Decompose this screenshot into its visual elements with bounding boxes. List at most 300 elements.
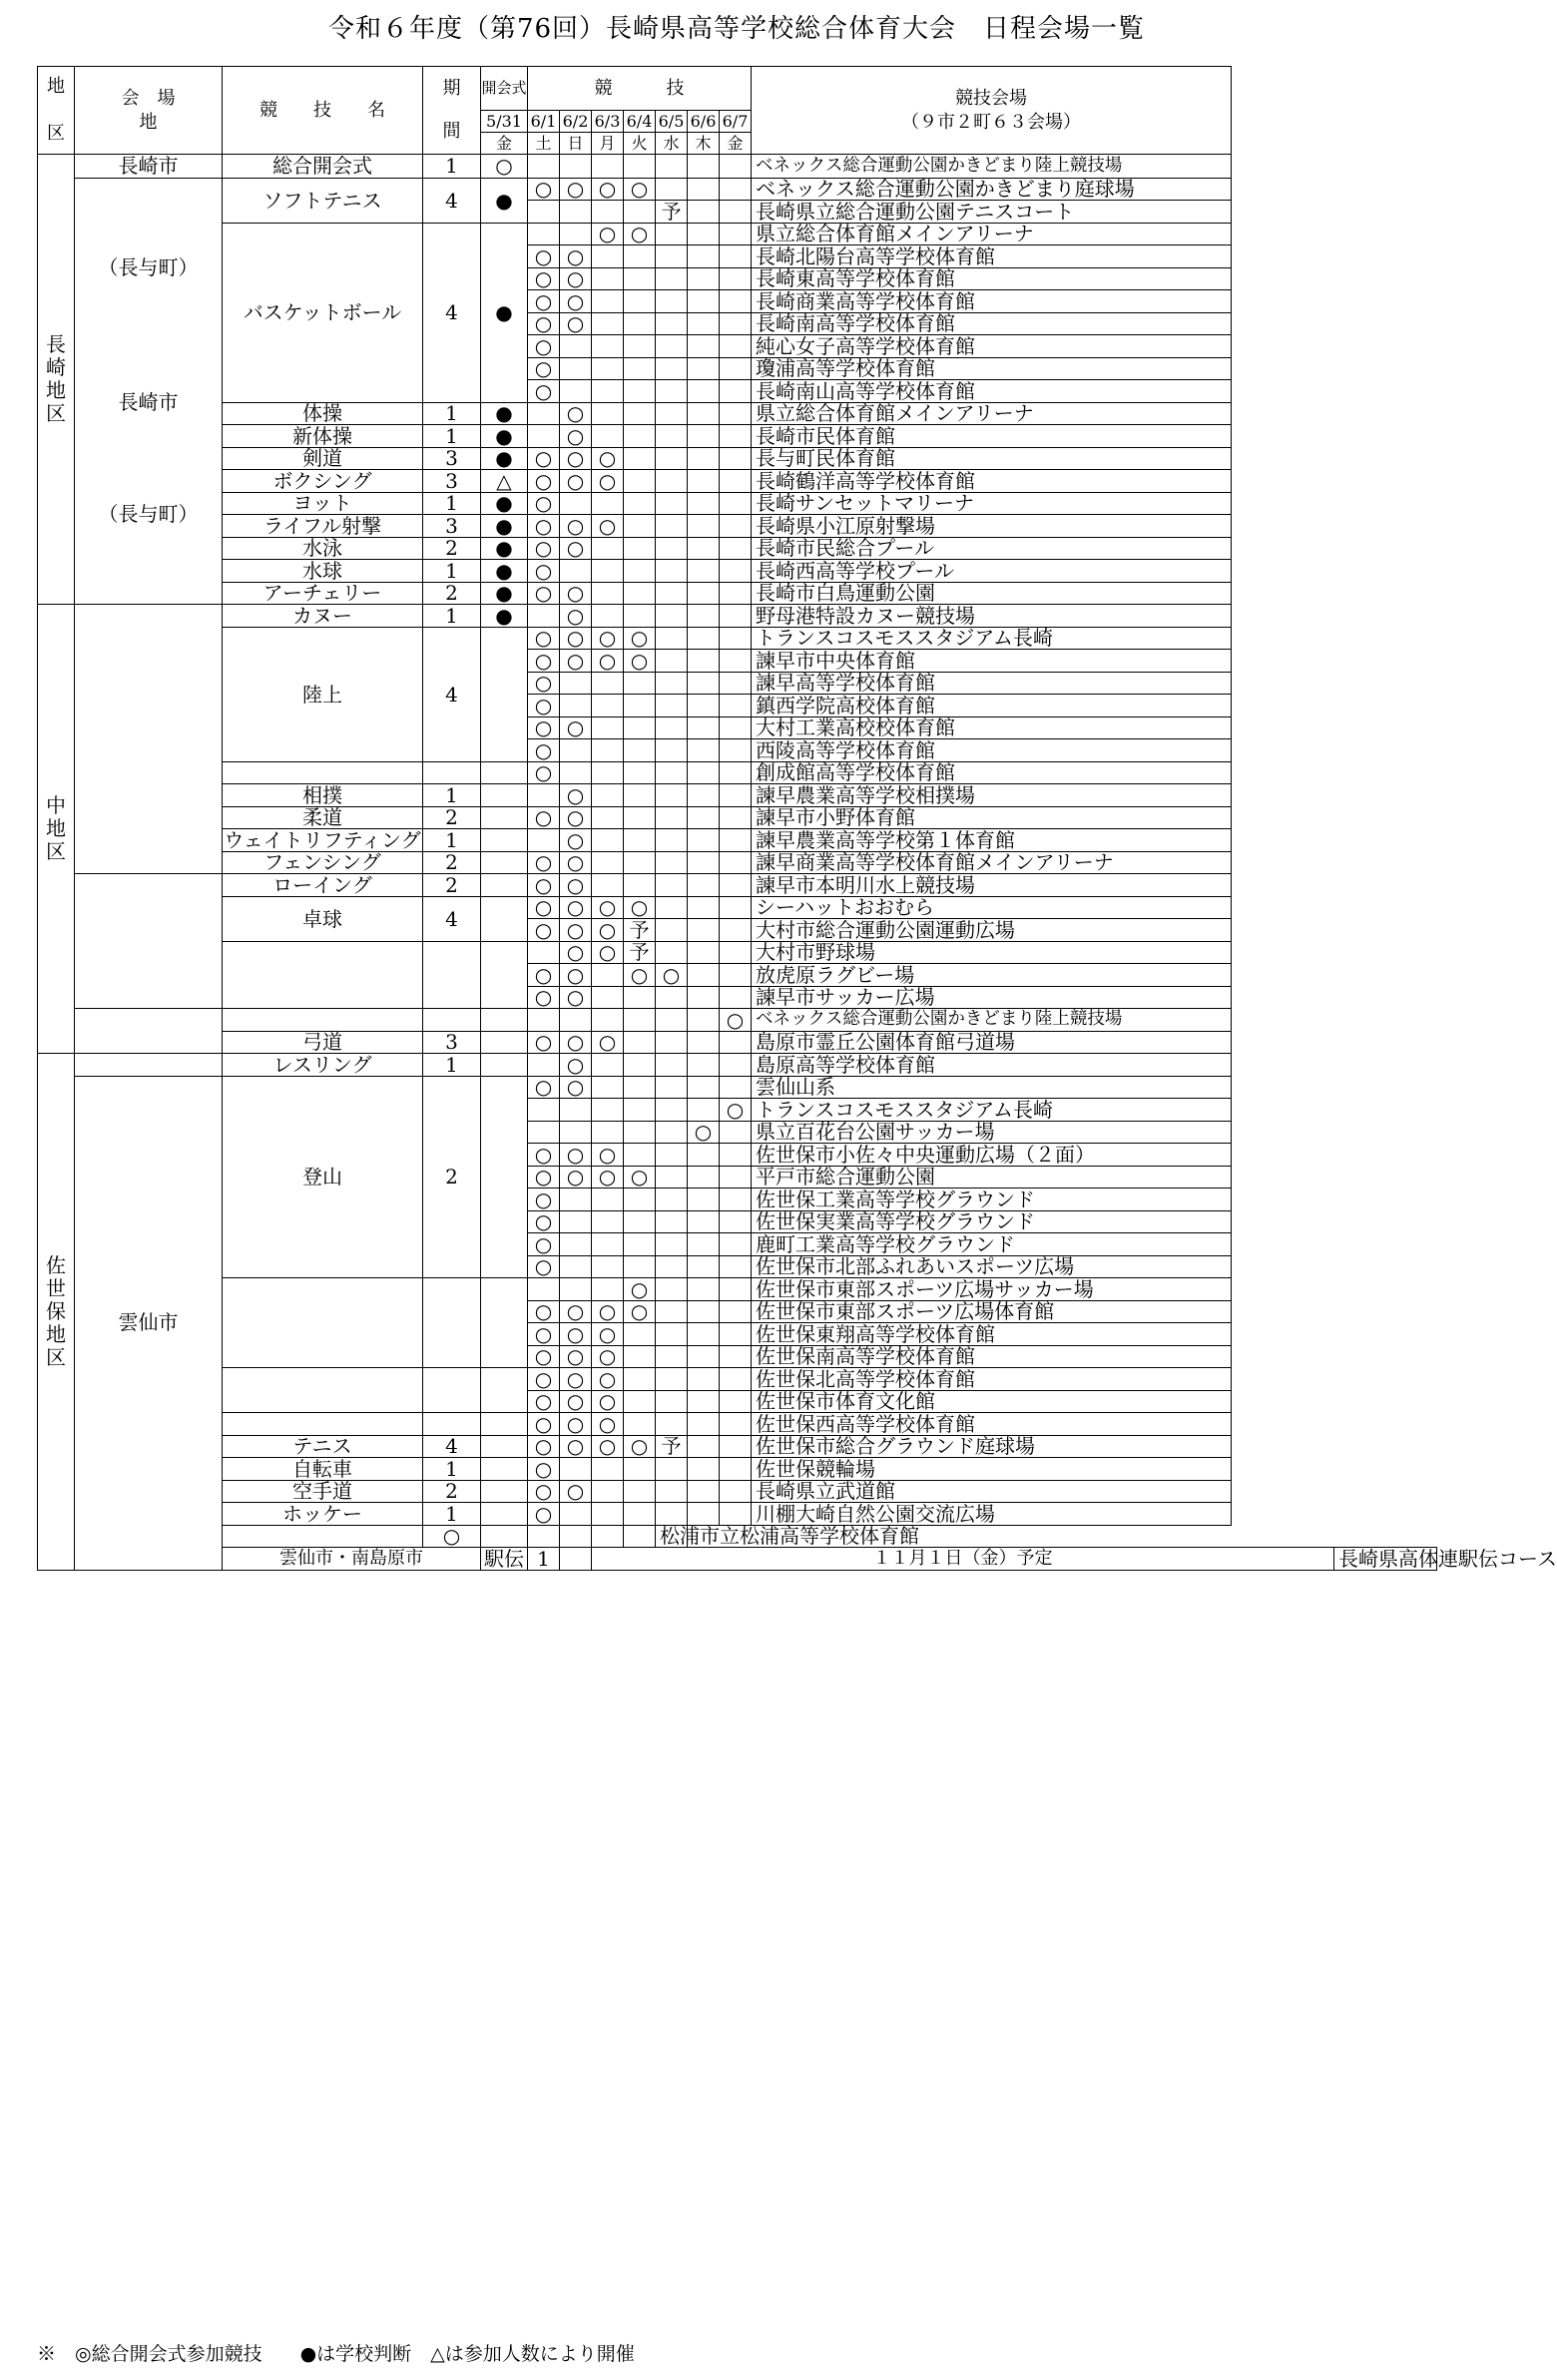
period-cell: 2 (423, 537, 481, 560)
schedule-mark: ○ (560, 650, 592, 673)
site-cell (75, 1054, 223, 1077)
schedule-mark: ○ (560, 1390, 592, 1413)
venue-name: 県立総合体育館メインアリーナ (752, 223, 1232, 245)
schedule-mark (592, 1458, 624, 1481)
schedule-mark (481, 1278, 528, 1368)
venue-name: 諫早高等学校体育館 (752, 672, 1232, 695)
schedule-mark (720, 761, 752, 784)
event-name: 新体操 (223, 425, 423, 448)
schedule-mark: ○ (592, 1413, 624, 1436)
period-cell: 2 (423, 582, 481, 605)
schedule-mark (592, 245, 624, 268)
event-name: 登山 (223, 1076, 423, 1278)
schedule-mark (560, 1255, 592, 1278)
schedule-mark: ○ (592, 1166, 624, 1189)
schedule-mark: ○ (528, 1368, 560, 1391)
schedule-mark (656, 1054, 688, 1077)
schedule-mark (688, 155, 720, 179)
schedule-mark (688, 560, 720, 583)
schedule-mark (688, 1054, 720, 1077)
schedule-mark (720, 716, 752, 739)
schedule-mark (560, 223, 592, 245)
site-cell (75, 1009, 223, 1054)
schedule-mark (560, 739, 592, 762)
schedule-mark (624, 1031, 656, 1054)
schedule-mark (656, 739, 688, 762)
schedule-mark (688, 1323, 720, 1346)
schedule-mark (720, 492, 752, 515)
schedule-mark (528, 1099, 560, 1122)
schedule-mark (720, 245, 752, 268)
schedule-mark (592, 672, 624, 695)
schedule-mark (656, 1009, 688, 1032)
schedule-mark (688, 761, 720, 784)
table-row (38, 537, 1437, 560)
schedule-mark: ○ (528, 919, 560, 942)
schedule-mark (560, 761, 592, 784)
schedule-mark: ○ (592, 896, 624, 919)
schedule-mark: ○ (528, 1189, 560, 1211)
venue-name: 佐世保工業高等学校グラウンド (752, 1189, 1232, 1211)
event-name (223, 1278, 423, 1368)
schedule-mark: ○ (560, 1413, 592, 1436)
schedule-mark: ○ (528, 267, 560, 290)
table-row (38, 1480, 1437, 1503)
schedule-mark: ○ (624, 1166, 656, 1189)
schedule-mark (560, 672, 592, 695)
schedule-mark (688, 1390, 720, 1413)
schedule-mark (624, 560, 656, 583)
schedule-mark (688, 447, 720, 470)
schedule-mark (560, 492, 592, 515)
table-row (38, 1054, 1437, 1077)
event-name: 自転車 (223, 1458, 423, 1481)
table-row (38, 1076, 1437, 1099)
schedule-mark (720, 941, 752, 964)
period-cell: 1 (423, 1503, 481, 1526)
schedule-mark: ○ (592, 627, 624, 650)
schedule-mark (656, 178, 688, 201)
schedule-mark: ○ (528, 806, 560, 829)
schedule-mark (624, 1368, 656, 1391)
schedule-mark (624, 761, 656, 784)
schedule-mark: ● (481, 605, 528, 628)
schedule-mark (720, 582, 752, 605)
venue-name: 長崎県立総合運動公園テニスコート (752, 201, 1232, 224)
period-cell: 2 (423, 1076, 481, 1278)
venue-name: 諫早市サッカー広場 (752, 986, 1232, 1009)
schedule-mark (720, 1166, 752, 1189)
page-title: 令和６年度（第76回）長崎県高等学校総合体育大会 日程会場一覧 (327, 14, 1146, 44)
schedule-mark (624, 245, 656, 268)
schedule-mark (688, 1009, 720, 1032)
table-row (38, 605, 1437, 628)
venue-name: 佐世保市東部スポーツ広場体育館 (752, 1300, 1232, 1323)
schedule-mark (656, 335, 688, 358)
schedule-mark (656, 537, 688, 560)
schedule-mark: ○ (528, 582, 560, 605)
schedule-mark (656, 560, 688, 583)
schedule-mark: ○ (560, 1345, 592, 1368)
schedule-mark: ○ (560, 1300, 592, 1323)
header-day: 月 (592, 133, 624, 155)
schedule-mark (656, 357, 688, 380)
site-cell: 長崎市 (75, 155, 223, 179)
schedule-mark: ○ (592, 1368, 624, 1391)
schedule-mark (624, 1255, 656, 1278)
schedule-mark (656, 447, 688, 470)
schedule-mark: ○ (528, 380, 560, 403)
event-name: 駅伝 (481, 1548, 528, 1571)
schedule-mark: ○ (528, 672, 560, 695)
venue-name: 純心女子高等学校体育館 (752, 335, 1232, 358)
venue-name: 佐世保市北部ふれあいスポーツ広場 (752, 1255, 1232, 1278)
schedule-mark (688, 1300, 720, 1323)
period-cell: 1 (423, 560, 481, 583)
area-label: 佐 世 保 地 区 (38, 1054, 75, 1571)
schedule-mark (720, 874, 752, 897)
schedule-mark (560, 1278, 592, 1301)
schedule-mark (528, 941, 560, 964)
venue-name: 長崎西高等学校プール (752, 560, 1232, 583)
schedule-mark: ● (481, 223, 528, 402)
schedule-mark (720, 402, 752, 425)
table-row (38, 1368, 1437, 1391)
period-cell: 4 (423, 223, 481, 402)
schedule-mark (624, 380, 656, 403)
schedule-mark (656, 1458, 688, 1481)
schedule-mark (688, 964, 720, 987)
schedule-mark (688, 357, 720, 380)
schedule-mark: 予 (656, 1435, 688, 1458)
schedule-mark: ○ (560, 896, 592, 919)
schedule-mark (656, 605, 688, 628)
event-name: 総合開会式 (223, 155, 423, 179)
schedule-mark: ○ (592, 941, 624, 964)
schedule-mark: ○ (528, 1144, 560, 1167)
site-cell: 雲仙市・南島原市 (223, 1548, 481, 1571)
schedule-mark (560, 1189, 592, 1211)
table-row (38, 1009, 1437, 1032)
venue-name: 放虎原ラグビー場 (752, 964, 1232, 987)
schedule-mark (688, 1503, 720, 1526)
schedule-mark (688, 1368, 720, 1391)
schedule-mark (656, 515, 688, 538)
schedule-mark (720, 155, 752, 179)
schedule-mark (720, 784, 752, 807)
schedule-mark: ○ (528, 1480, 560, 1503)
schedule-mark (688, 178, 720, 201)
schedule-mark (592, 1480, 624, 1503)
schedule-mark (624, 829, 656, 852)
venue-name: 長崎鶴洋高等学校体育館 (752, 470, 1232, 493)
schedule-mark (688, 896, 720, 919)
venue-name: 佐世保市総合グラウンド庭球場 (752, 1435, 1232, 1458)
header-day: 金 (481, 133, 528, 155)
schedule-mark (656, 1255, 688, 1278)
schedule-mark (656, 492, 688, 515)
venue-name: 松浦市立松浦高等学校体育館 (656, 1525, 688, 1548)
schedule-mark: ○ (592, 447, 624, 470)
venue-name: 鹿町工業高等学校グラウンド (752, 1233, 1232, 1256)
table-row (38, 851, 1437, 874)
schedule-mark (720, 1390, 752, 1413)
table-row (38, 806, 1437, 829)
schedule-mark (656, 851, 688, 874)
header-date: 6/3 (592, 111, 624, 133)
venue-name: 長与町民体育館 (752, 447, 1232, 470)
schedule-mark (656, 1076, 688, 1099)
schedule-mark (720, 1345, 752, 1368)
event-name: 空手道 (223, 1480, 423, 1503)
schedule-mark (624, 1009, 656, 1032)
schedule-mark (592, 1054, 624, 1077)
schedule-mark: ● (481, 537, 528, 560)
schedule-mark (720, 650, 752, 673)
header-date: 6/1 (528, 111, 560, 133)
venue-name: 大村工業高校校体育館 (752, 716, 1232, 739)
venue-name: 長崎県小江原射撃場 (752, 515, 1232, 538)
period-cell: 3 (423, 470, 481, 493)
header-day: 土 (528, 133, 560, 155)
schedule-mark: ○ (560, 537, 592, 560)
venue-name: 諫早市中央体育館 (752, 650, 1232, 673)
schedule-mark: ○ (624, 964, 656, 987)
venue-name: 長崎南高等学校体育館 (752, 312, 1232, 335)
schedule-mark (720, 964, 752, 987)
event-name (223, 1413, 423, 1436)
schedule-mark (688, 716, 720, 739)
schedule-mark: ○ (592, 178, 624, 201)
schedule-mark (688, 695, 720, 717)
schedule-mark (624, 1144, 656, 1167)
schedule-mark (560, 1525, 592, 1548)
schedule-mark: ○ (560, 919, 592, 942)
schedule-mark (656, 290, 688, 313)
schedule-mark (592, 851, 624, 874)
schedule-mark (688, 1189, 720, 1211)
schedule-mark (656, 1278, 688, 1301)
schedule-mark (624, 201, 656, 224)
schedule-mark (624, 716, 656, 739)
schedule-mark (528, 201, 560, 224)
venue-name: 佐世保北高等学校体育館 (752, 1368, 1232, 1391)
schedule-mark (560, 1458, 592, 1481)
table-row (38, 1031, 1437, 1054)
period-cell: 4 (423, 178, 481, 223)
schedule-mark (528, 223, 560, 245)
schedule-mark: ○ (592, 223, 624, 245)
schedule-mark (720, 1278, 752, 1301)
period-cell: 1 (423, 1458, 481, 1481)
schedule-mark: ○ (528, 245, 560, 268)
schedule-mark (656, 627, 688, 650)
schedule-mark (688, 1210, 720, 1233)
schedule-mark (656, 1210, 688, 1233)
schedule-mark: 予 (624, 941, 656, 964)
schedule-mark (720, 919, 752, 942)
schedule-mark: ○ (528, 1458, 560, 1481)
header-opening: 開会式 (481, 67, 528, 111)
schedule-mark (720, 470, 752, 493)
schedule-mark (688, 1435, 720, 1458)
schedule-mark (720, 1255, 752, 1278)
venue-name: 長崎県立武道館 (752, 1480, 1232, 1503)
schedule-mark: ○ (528, 560, 560, 583)
schedule-mark (688, 223, 720, 245)
table-row (38, 425, 1437, 448)
venue-name: 長崎市民総合プール (752, 537, 1232, 560)
schedule-mark (688, 1076, 720, 1099)
schedule-mark: ○ (560, 1144, 592, 1167)
schedule-mark (656, 784, 688, 807)
schedule-mark: ○ (560, 716, 592, 739)
schedule-mark (592, 605, 624, 628)
schedule-mark (624, 1345, 656, 1368)
schedule-mark (656, 402, 688, 425)
schedule-mark: ○ (560, 1435, 592, 1458)
venue-name: 佐世保市東部スポーツ広場サッカー場 (752, 1278, 1232, 1301)
schedule-mark: ○ (528, 896, 560, 919)
schedule-mark (560, 380, 592, 403)
site-cell (75, 874, 223, 1009)
event-name: 水球 (223, 560, 423, 583)
schedule-mark (481, 941, 528, 1009)
venue-name: 平戸市総合運動公園 (752, 1166, 1232, 1189)
schedule-mark: ○ (624, 1435, 656, 1458)
schedule-mark: ○ (528, 1300, 560, 1323)
schedule-mark (592, 716, 624, 739)
schedule-mark: ● (481, 425, 528, 448)
schedule-mark (688, 537, 720, 560)
schedule-mark (528, 402, 560, 425)
schedule-mark (688, 672, 720, 695)
schedule-mark (720, 178, 752, 201)
schedule-mark (624, 605, 656, 628)
schedule-mark: ○ (592, 650, 624, 673)
table-row (38, 582, 1437, 605)
schedule-mark (720, 1144, 752, 1167)
schedule-mark (624, 447, 656, 470)
schedule-mark (720, 1054, 752, 1077)
period-cell: 3 (423, 1031, 481, 1054)
schedule-mark (560, 1121, 592, 1144)
schedule-mark (624, 582, 656, 605)
schedule-mark (481, 784, 528, 807)
schedule-mark (688, 829, 720, 852)
schedule-mark: ● (481, 560, 528, 583)
schedule-mark: ○ (528, 178, 560, 201)
schedule-mark (592, 537, 624, 560)
schedule-mark (656, 1390, 688, 1413)
schedule-mark (688, 1458, 720, 1481)
table-row (38, 784, 1437, 807)
venue-name: 佐世保南高等学校体育館 (752, 1345, 1232, 1368)
schedule-mark (624, 672, 656, 695)
schedule-mark (688, 515, 720, 538)
schedule-mark: ○ (592, 1031, 624, 1054)
table-row (38, 874, 1437, 897)
schedule-mark (656, 1144, 688, 1167)
event-name: 柔道 (223, 806, 423, 829)
schedule-mark: ○ (528, 1390, 560, 1413)
schedule-mark (688, 1413, 720, 1436)
event-name: ウェイトリフティング (224, 827, 421, 852)
schedule-mark (656, 1031, 688, 1054)
period-cell: 2 (423, 851, 481, 874)
schedule-mark: ○ (528, 986, 560, 1009)
schedule-mark (592, 806, 624, 829)
schedule-mark (624, 335, 656, 358)
schedule-mark: △ (481, 470, 528, 493)
schedule-mark: ○ (560, 1031, 592, 1054)
event-name: ボクシング (223, 470, 423, 493)
schedule-mark: ○ (624, 896, 656, 919)
schedule-mark: ○ (560, 1323, 592, 1346)
period-cell (423, 1368, 481, 1413)
venue-name: 長崎商業高等学校体育館 (752, 290, 1232, 313)
schedule-mark: ○ (528, 1435, 560, 1458)
period-cell: 1 (423, 425, 481, 448)
venue-name: 佐世保競輪場 (752, 1458, 1232, 1481)
event-name: 陸上 (223, 627, 423, 761)
header-period: 期 間 (423, 67, 481, 155)
schedule-mark: ○ (592, 1144, 624, 1167)
header-site: 会 場 地 (75, 67, 223, 155)
schedule-mark (481, 874, 528, 897)
schedule-mark: ● (481, 492, 528, 515)
schedule-mark (688, 1255, 720, 1278)
schedule-mark: ○ (560, 245, 592, 268)
schedule-mark: ○ (528, 335, 560, 358)
schedule-mark: ○ (560, 851, 592, 874)
schedule-mark: ○ (528, 447, 560, 470)
schedule-mark (481, 627, 528, 761)
schedule-mark: ○ (560, 582, 592, 605)
schedule-mark (624, 1503, 656, 1526)
schedule-mark (688, 245, 720, 268)
schedule-mark: ○ (560, 784, 592, 807)
event-name: テニス (223, 1435, 423, 1458)
table-row (38, 941, 1437, 964)
schedule-mark (656, 470, 688, 493)
schedule-mark (656, 582, 688, 605)
schedule-mark (656, 650, 688, 673)
event-name: カヌー (223, 605, 423, 628)
event-name: アーチェリー (223, 582, 423, 605)
schedule-mark: ○ (560, 806, 592, 829)
schedule-mark: ○ (592, 1435, 624, 1458)
schedule-mark: ○ (688, 1121, 720, 1144)
schedule-mark: ○ (528, 1233, 560, 1256)
schedule-mark (624, 784, 656, 807)
header-competition: 競 技 (528, 67, 752, 111)
schedule-mark: ○ (528, 874, 560, 897)
venue-name: ベネックス総合運動公園かきどまり陸上競技場 (752, 1009, 1232, 1032)
schedule-mark: ○ (560, 447, 592, 470)
venue-name: 島原高等学校体育館 (752, 1054, 1232, 1077)
schedule-mark (688, 605, 720, 628)
schedule-mark (592, 1503, 624, 1526)
schedule-mark (656, 672, 688, 695)
schedule-mark: ○ (528, 739, 560, 762)
schedule-mark (656, 245, 688, 268)
schedule-mark (656, 695, 688, 717)
schedule-mark (656, 874, 688, 897)
schedule-mark (720, 335, 752, 358)
venue-name: 諫早市小野体育館 (752, 806, 1232, 829)
schedule-mark (624, 806, 656, 829)
